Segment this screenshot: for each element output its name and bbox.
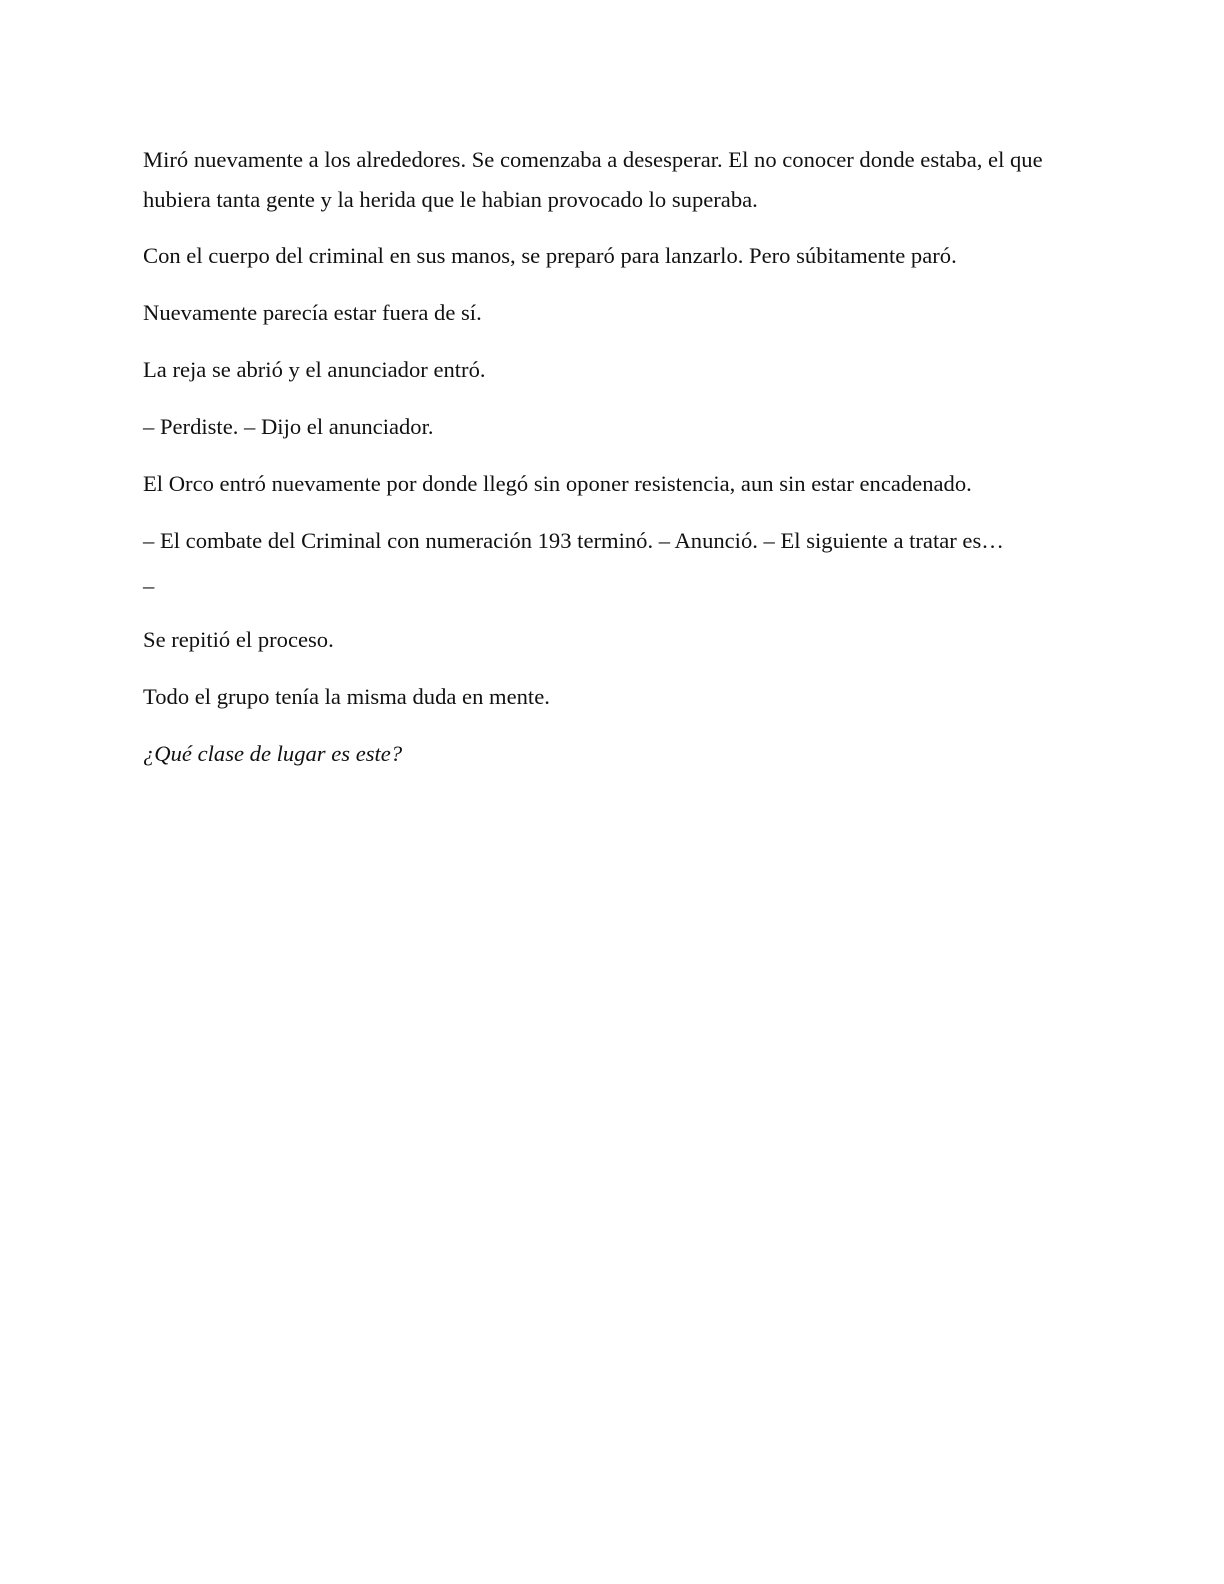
paragraph: Miró nuevamente a los alrededores. Se comenzaba a desesperar. El no conocer donde estaba, el que hubiera tanta gente y la herida que le habian provocado lo superaba.: [143, 147, 1043, 212]
paragraph: El Orco entró nuevamente por donde llegó sin oponer resistencia, aun sin estar encadenado.: [143, 471, 972, 496]
paragraph: Se repitió el proceso.: [143, 627, 334, 652]
dialogue-dash: –: [143, 573, 155, 598]
document-body: [143, 140, 1055, 791]
italic-thought: ¿Qué clase de lugar es este?: [143, 741, 403, 766]
paragraph: La reja se abrió y el anunciador entró.: [143, 357, 486, 382]
dialogue-line: – Perdiste. – Dijo el anunciador.: [143, 414, 434, 439]
paragraph: Todo el grupo tenía la misma duda en mente.: [143, 684, 550, 709]
paragraph: Nuevamente parecía estar fuera de sí.: [143, 300, 482, 325]
dialogue-line: – El combate del Criminal con numeración 193 terminó. – Anunció. – El siguiente a tratar es…: [143, 528, 1004, 553]
paragraph: Con el cuerpo del criminal en sus manos, se preparó para lanzarlo. Pero súbitamente paró.: [143, 243, 957, 268]
